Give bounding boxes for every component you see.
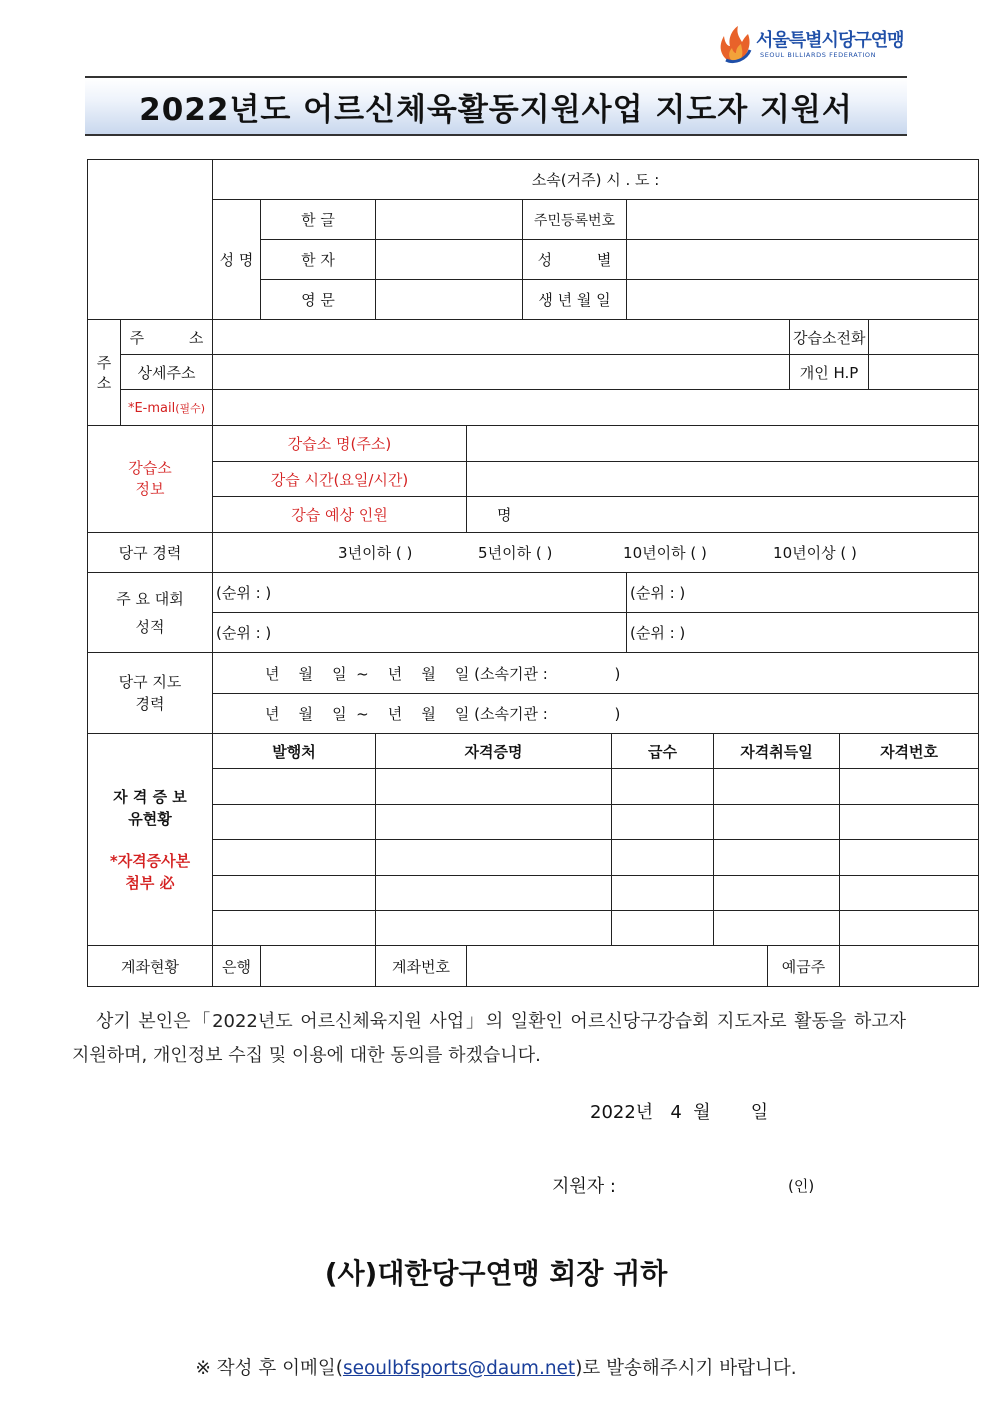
english-input[interactable] — [376, 280, 523, 320]
career-option-3y[interactable]: 3년이하 ( ) — [338, 544, 413, 562]
license-cell[interactable] — [612, 840, 714, 876]
lesson-name-label: 강습소 명(주소) — [213, 426, 467, 462]
flame-logo-icon — [716, 24, 754, 64]
license-cell[interactable] — [213, 805, 376, 840]
form-title: 2022년도 어르신체육활동지원사업 지도자 지원서 — [139, 91, 853, 128]
results-label: 주 요 대회성적 — [88, 573, 213, 653]
address-group-label: 주 소 — [88, 320, 121, 426]
license-header-name: 자격증명 — [376, 734, 612, 769]
license-cell[interactable] — [714, 876, 840, 911]
license-cell[interactable] — [376, 876, 612, 911]
studio-phone-input[interactable] — [869, 320, 979, 355]
result-input-2[interactable] — [627, 573, 979, 613]
federation-logo — [716, 22, 926, 66]
lesson-count-unit: 명 — [497, 506, 512, 524]
birth-label: 생 년 월 일 — [523, 280, 627, 320]
license-header-date: 자격취득일 — [714, 734, 840, 769]
gender-label: 성 별 — [523, 240, 627, 280]
license-cell[interactable] — [714, 911, 840, 946]
career-options — [213, 533, 979, 573]
address-detail-label: 상세주소 — [121, 355, 213, 390]
rank-label: (순위 : ) — [630, 584, 686, 602]
residence-label: 소속(거주) 시 . 도 : — [531, 171, 660, 189]
birth-input[interactable] — [627, 280, 979, 320]
name-group-label: 성 명 — [213, 200, 261, 320]
application-date: 2022년 4 월 일 — [590, 1102, 769, 1123]
coaching-row-1[interactable]: 년 월 일 ~ 년 월 일 (소속기관 : ) — [213, 653, 979, 694]
address-detail-input[interactable] — [213, 355, 790, 390]
career-option-5y[interactable]: 5년이하 ( ) — [478, 544, 553, 562]
license-cell[interactable] — [612, 805, 714, 840]
license-cell[interactable] — [714, 805, 840, 840]
email-label-text: *E-mail — [127, 400, 176, 416]
studio-phone-label: 강습소전화 — [790, 320, 869, 355]
license-cell[interactable] — [840, 769, 979, 805]
license-header-issuer: 발행처 — [213, 734, 376, 769]
license-cell[interactable] — [376, 840, 612, 876]
license-copy-note: *자격증사본 첨부 必 — [109, 851, 191, 892]
result-input-4[interactable] — [627, 613, 979, 653]
consent-text: 상기 본인은「2022년도 어르신체육지원 사업」의 일환인 어르신당구강습회 지도자로 활동을 하고자 지원하며, 개인정보 수집 및 이용에 대한 동의를 하겠습니다. — [72, 1011, 906, 1066]
license-cell[interactable] — [612, 876, 714, 911]
license-cell[interactable] — [376, 769, 612, 805]
lesson-time-input[interactable] — [467, 462, 979, 497]
application-form-table — [87, 159, 979, 987]
address-input[interactable] — [213, 320, 790, 355]
hanja-label: 한 자 — [261, 240, 376, 280]
license-cell[interactable] — [714, 840, 840, 876]
lesson-count-input[interactable] — [467, 497, 979, 533]
lesson-count-label: 강습 예상 인원 — [213, 497, 467, 533]
english-label: 영 문 — [261, 280, 376, 320]
license-group-label: 자 격 증 보유현황 — [113, 787, 187, 828]
license-header-grade: 급수 — [612, 734, 714, 769]
license-cell[interactable] — [213, 911, 376, 946]
account-label: 계좌현황 — [88, 946, 213, 987]
email-input[interactable] — [213, 390, 979, 426]
license-cell[interactable] — [213, 769, 376, 805]
license-cell[interactable] — [840, 876, 979, 911]
email-required-note: (필수) — [175, 401, 206, 415]
consent-statement — [72, 1005, 906, 1073]
personal-hp-label: 개인 H.P — [790, 355, 869, 390]
hangul-label: 한 글 — [261, 200, 376, 240]
hanja-input[interactable] — [376, 240, 523, 280]
license-cell[interactable] — [714, 769, 840, 805]
license-cell[interactable] — [612, 911, 714, 946]
lesson-name-input[interactable] — [467, 426, 979, 462]
license-cell[interactable] — [840, 840, 979, 876]
bank-input[interactable] — [261, 946, 376, 987]
recipient-line: (사)대한당구연맹 회장 귀하 — [324, 1257, 668, 1290]
rrn-label: 주민등록번호 — [523, 200, 627, 240]
career-option-10y[interactable]: 10년이하 ( ) — [623, 544, 707, 562]
notice-email-link[interactable]: seoulbfsports@daum.net — [342, 1358, 576, 1379]
notice-prefix: ※ 작성 후 이메일( — [195, 1358, 343, 1379]
license-cell[interactable] — [612, 769, 714, 805]
photo-cell[interactable] — [88, 160, 213, 320]
residence-row — [213, 160, 979, 200]
applicant-label: 지원자 : — [552, 1176, 616, 1197]
lesson-time-label: 강습 시간(요일/시간) — [213, 462, 467, 497]
logo-text: 서울특별시당구연맹 — [756, 30, 904, 51]
holder-input[interactable] — [840, 946, 979, 987]
account-no-input[interactable] — [467, 946, 768, 987]
seal-label: (인) — [788, 1177, 815, 1195]
holder-label: 예금주 — [768, 946, 840, 987]
submission-notice — [0, 1354, 992, 1380]
coaching-row-2[interactable]: 년 월 일 ~ 년 월 일 (소속기관 : ) — [213, 694, 979, 734]
result-input-1[interactable] — [213, 573, 627, 613]
logo-subtitle: SEOUL BILLIARDS FEDERATION — [760, 51, 877, 59]
license-cell[interactable] — [840, 805, 979, 840]
hangul-input[interactable] — [376, 200, 523, 240]
license-cell[interactable] — [840, 911, 979, 946]
rank-label: (순위 : ) — [216, 584, 272, 602]
career-option-10y-plus[interactable]: 10년이상 ( ) — [773, 544, 857, 562]
account-no-label: 계좌번호 — [376, 946, 467, 987]
bank-label: 은행 — [213, 946, 261, 987]
license-header-number: 자격번호 — [840, 734, 979, 769]
address-label: 주 소 — [121, 320, 213, 355]
license-cell[interactable] — [213, 840, 376, 876]
gender-input[interactable] — [627, 240, 979, 280]
email-label — [121, 390, 213, 426]
license-cell[interactable] — [213, 876, 376, 911]
license-cell[interactable] — [376, 911, 612, 946]
license-group-cell — [88, 734, 213, 946]
notice-suffix: )로 발송해주시기 바랍니다. — [575, 1358, 797, 1379]
personal-hp-input[interactable] — [869, 355, 979, 390]
license-cell[interactable] — [376, 805, 612, 840]
rrn-input[interactable] — [627, 200, 979, 240]
coaching-label: 당구 지도경력 — [88, 653, 213, 734]
career-label: 당구 경력 — [88, 533, 213, 573]
result-input-3[interactable] — [213, 613, 627, 653]
form-title-bar — [85, 76, 907, 136]
rank-label: (순위 : ) — [216, 624, 272, 642]
rank-label: (순위 : ) — [630, 624, 686, 642]
lesson-group-label: 강습소 정보 — [88, 426, 213, 533]
